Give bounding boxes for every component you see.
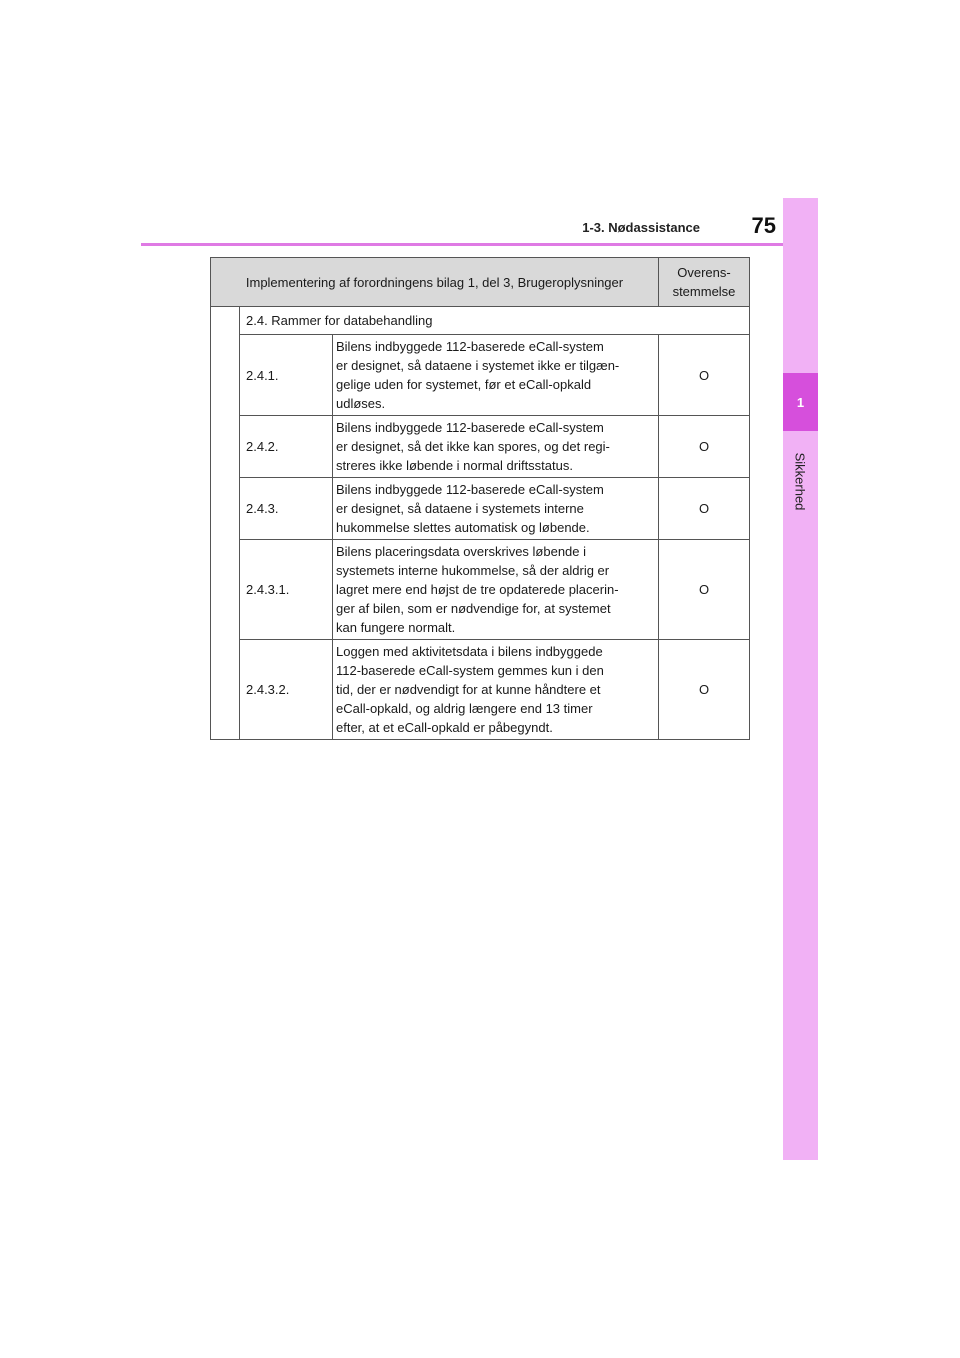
description-line: Bilens indbyggede 112-baserede eCall-system — [336, 339, 604, 354]
description-line: ger af bilen, som er nødvendige for, at systemet — [336, 601, 611, 616]
description-line: systemets interne hukommelse, så der aldrig er — [336, 563, 610, 578]
chapter-number: 1 — [796, 394, 805, 410]
table-row — [211, 478, 750, 540]
table-row — [211, 335, 750, 416]
row-description — [333, 478, 659, 540]
description-line: gelige uden for systemet, før et eCall-opkald — [336, 377, 592, 392]
description-line: Bilens indbyggede 112-baserede eCall-system — [336, 420, 604, 435]
description-line: eCall-opkald, og aldrig længere end 13 timer — [336, 701, 593, 716]
description-line: Loggen med aktivitetsdata i bilens indbyggede — [336, 644, 603, 659]
section-row — [211, 307, 750, 335]
conformity-header-line-2: stemmelse — [672, 284, 736, 299]
row-description — [333, 640, 659, 740]
chapter-label: Sikkerhed — [792, 452, 808, 511]
description-line: kan fungere normalt. — [336, 620, 456, 635]
description-line: er designet, så dataene i systemet ikke er tilgæn- — [336, 358, 620, 373]
table-row — [211, 540, 750, 640]
regulation-table — [210, 257, 750, 740]
description-line: er designet, så det ikke kan spores, og det regi- — [336, 439, 610, 454]
description-line: udløses. — [336, 396, 386, 411]
page-number: 75 — [751, 213, 776, 238]
description-line: Bilens indbyggede 112-baserede eCall-system — [336, 482, 604, 497]
description-line: tid, der er nødvendigt for at kunne håndtere et — [336, 682, 601, 697]
column-header-conformity — [659, 258, 750, 307]
description-line: lagret mere end højst de tre opdaterede placerin- — [336, 582, 619, 597]
table-row — [211, 640, 750, 740]
column-header-main: Implementering af forordningens bilag 1, del 3, Brugeroplysninger — [211, 258, 659, 307]
row-description — [333, 335, 659, 416]
row-number: 2.4.3.2. — [240, 640, 333, 740]
conformity-header-line-1: Overens- — [677, 265, 731, 280]
row-description — [333, 416, 659, 478]
section-title: 1-3. Nødassistance — [582, 220, 700, 235]
table-row — [211, 416, 750, 478]
description-line: efter, at et eCall-opkald er påbegyndt. — [336, 720, 553, 735]
description-line: hukommelse slettes automatisk og løbende. — [336, 520, 590, 535]
row-number: 2.4.3.1. — [240, 540, 333, 640]
row-number: 2.4.1. — [240, 335, 333, 416]
description-line: er designet, så dataene i systemets interne — [336, 501, 584, 516]
row-conformity: O — [659, 640, 750, 740]
indent-cell — [211, 307, 240, 740]
header-divider — [141, 243, 783, 246]
row-conformity: O — [659, 540, 750, 640]
row-number: 2.4.2. — [240, 416, 333, 478]
table-header-row — [211, 258, 750, 307]
row-conformity: O — [659, 335, 750, 416]
row-description — [333, 540, 659, 640]
description-line: streres ikke løbende i normal driftsstatus. — [336, 458, 573, 473]
row-conformity: O — [659, 416, 750, 478]
chapter-number-tab[interactable] — [783, 373, 818, 431]
chapter-side-tab — [783, 198, 818, 1160]
description-line: 112-baserede eCall-system gemmes kun i den — [336, 663, 604, 678]
description-line: Bilens placeringsdata overskrives løbende i — [336, 544, 587, 559]
row-number: 2.4.3. — [240, 478, 333, 540]
row-conformity: O — [659, 478, 750, 540]
section-heading: 2.4. Rammer for databehandling — [240, 307, 750, 335]
